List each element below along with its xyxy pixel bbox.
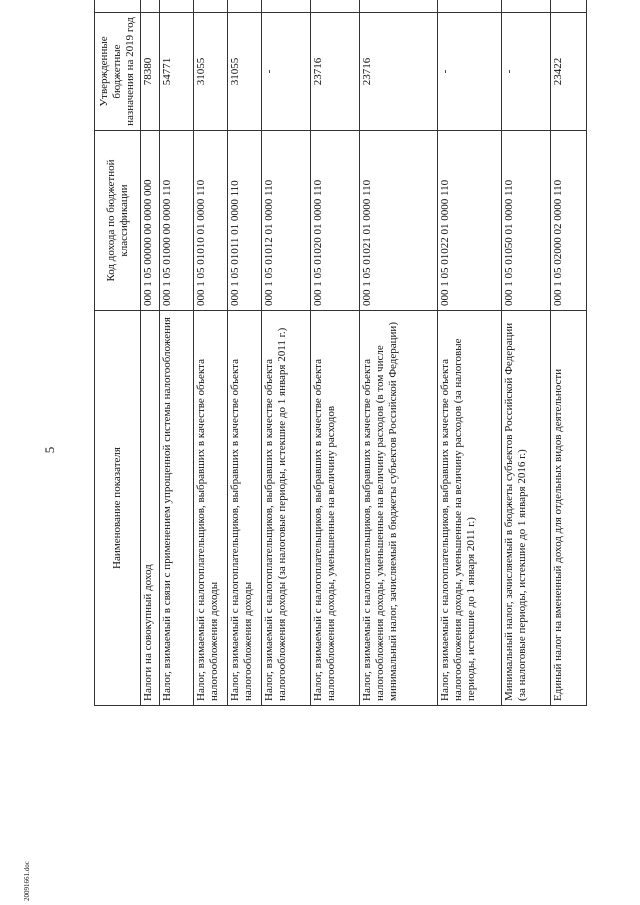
row-name: Минимальный налог, зачисляемый в бюджеты субъектов Российской Федерации (за налоговые периоды, истекшие до 1 января 2016 г.) — [501, 311, 550, 706]
row-done — [160, 0, 194, 13]
row-done — [501, 0, 550, 13]
row-name: Налог, взимаемый с налогоплательщиков, выбравших в качестве объекта налогообложения доходы — [228, 311, 262, 706]
table-row — [228, 0, 262, 706]
row-name: Налог, взимаемый с налогоплательщиков, выбравших в качестве объекта налогообложения доходы (за налоговые периоды, истекшие до 1 января 2011 г.) — [262, 311, 311, 706]
row-done — [359, 0, 438, 13]
budget-table-rotated — [94, 0, 587, 706]
row-code: 000 1 05 01020 01 0000 110 — [310, 131, 359, 311]
row-name: Налог, взимаемый с налогоплательщиков, выбравших в качестве объекта налогообложения доходы — [194, 311, 228, 706]
table-row — [501, 0, 550, 706]
row-name: Налог, взимаемый в связи с применением упрощенной системы налогообложения — [160, 311, 194, 706]
row-plan: 23422 — [550, 13, 586, 131]
table-row — [262, 0, 311, 706]
table-row — [359, 0, 438, 706]
row-name: Налог, взимаемый с налогоплательщиков, выбравших в качестве объекта налогообложения доходы, уменьшенные на величину расходов (за налоговые периоды, истекшие до 1 января 2011 г.) — [438, 311, 502, 706]
row-code: 000 1 05 01022 01 0000 110 — [438, 131, 502, 311]
row-done — [141, 0, 160, 13]
table-row — [141, 0, 160, 706]
row-plan: - — [438, 13, 502, 131]
header-executed — [95, 0, 141, 13]
table-row — [438, 0, 502, 706]
table-row — [194, 0, 228, 706]
row-plan: 31055 — [194, 13, 228, 131]
row-plan: 23716 — [310, 13, 359, 131]
header-indicator-name: Наименование показателя — [95, 311, 141, 706]
row-name: Налог, взимаемый с налогоплательщиков, выбравших в качестве объекта налогообложения доходы, уменьшенные на величину расходов (в том числе минимальный налог, зачисляемый в бюджеты субъектов Российской Федерации) — [359, 311, 438, 706]
row-done — [262, 0, 311, 13]
header-income-code: Код дохода по бюджетной классификации — [95, 131, 141, 311]
row-done — [228, 0, 262, 13]
row-code: 000 1 05 01050 01 0000 110 — [501, 131, 550, 311]
row-code: 000 1 05 02000 02 0000 110 — [550, 131, 586, 311]
table-row — [550, 0, 586, 706]
row-name: Налоги на совокупный доход — [141, 311, 160, 706]
row-plan: - — [501, 13, 550, 131]
header-approved-budget: Утвержденные бюджетные назначения на 2019 год — [95, 13, 141, 131]
row-code: 000 1 05 01021 01 0000 110 — [359, 131, 438, 311]
table-row — [160, 0, 194, 706]
row-name: Единый налог на вмененный доход для отдельных видов деятельности — [550, 311, 586, 706]
row-done — [550, 0, 586, 13]
row-plan: 31055 — [228, 13, 262, 131]
footer-filename: 20091661.doc — [23, 861, 31, 901]
row-name: Налог, взимаемый с налогоплательщиков, выбравших в качестве объекта налогообложения доходы, уменьшенные на величину расходов — [310, 311, 359, 706]
row-code: 000 1 05 00000 00 0000 000 — [141, 131, 160, 311]
row-plan: 78380 — [141, 13, 160, 131]
row-done — [438, 0, 502, 13]
budget-execution-table — [94, 0, 587, 706]
page-number: 5 — [42, 446, 57, 454]
row-plan: 23716 — [359, 13, 438, 131]
row-plan: - — [262, 13, 311, 131]
row-code: 000 1 05 01000 00 0000 110 — [160, 131, 194, 311]
row-code: 000 1 05 01010 01 0000 110 — [194, 131, 228, 311]
row-done — [194, 0, 228, 13]
row-code: 000 1 05 01012 01 0000 110 — [262, 131, 311, 311]
row-code: 000 1 05 01011 01 0000 110 — [228, 131, 262, 311]
table-header-row — [95, 0, 141, 706]
row-done — [310, 0, 359, 13]
table-row — [310, 0, 359, 706]
row-plan: 54771 — [160, 13, 194, 131]
